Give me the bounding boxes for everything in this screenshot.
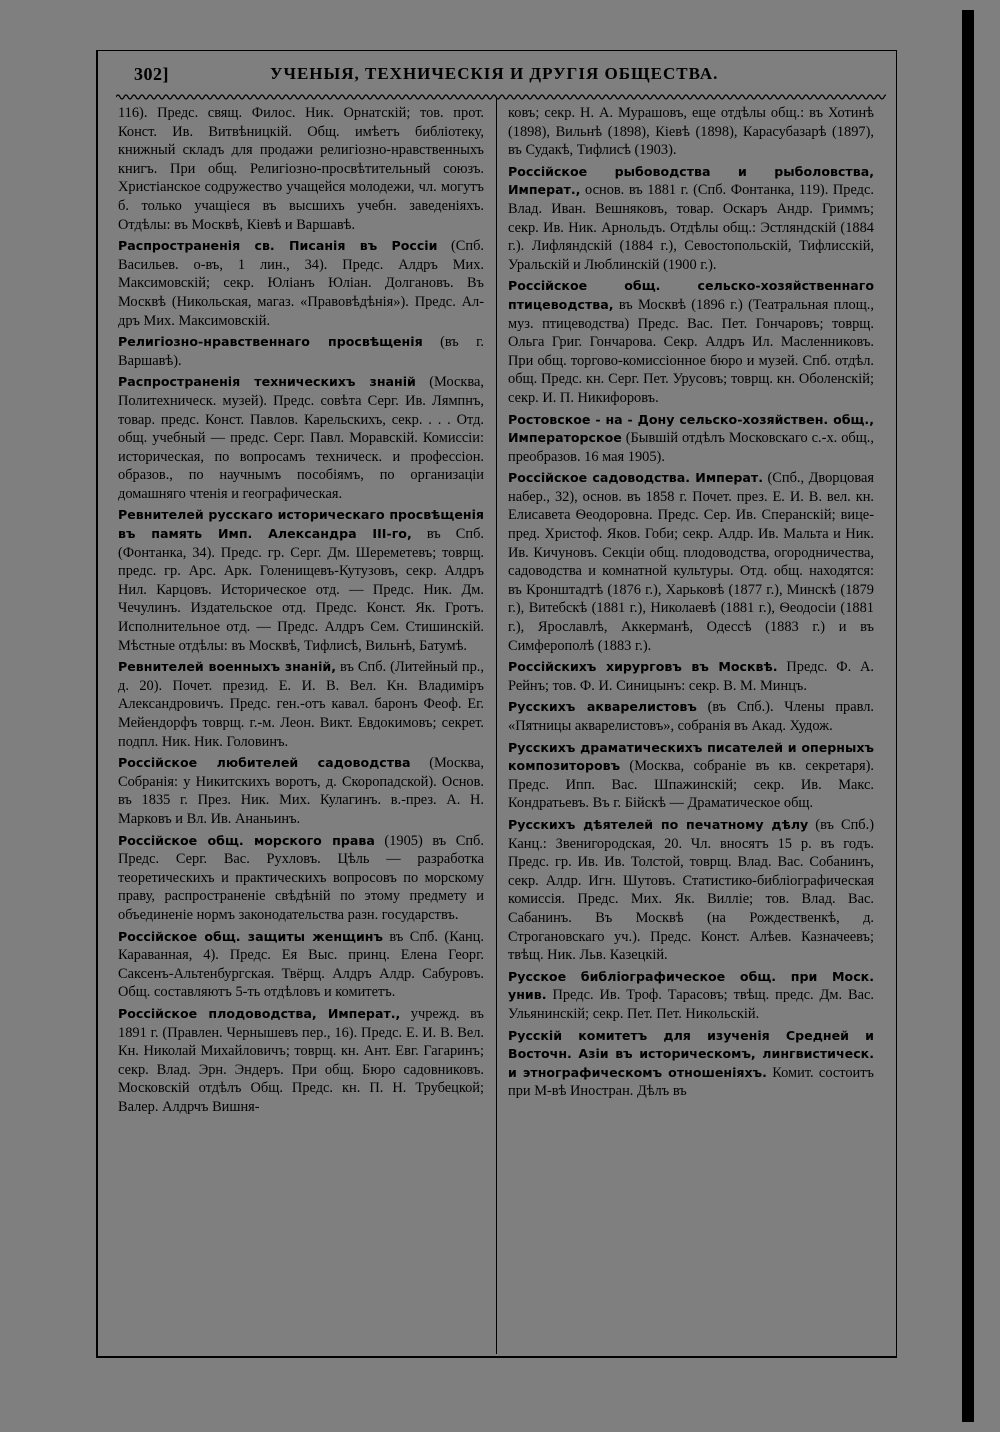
entry: Распространенія св. Писанія въ Россіи (Спб. Васильев. о-въ, 1 лин., 34). Предс. Алдръ Мих. Максимовскій; секр. Юліанъ Юліан. Долгановъ. Въ Москвѣ (Никольская, магаз. «Правовѣдѣнія»). Предс. Ал-дръ Мих. Максимовскій. (118, 238, 484, 329)
entry: Россійское плодоводства, Императ., учрежд. въ 1891 г. (Правлен. Чернышевъ пер., 16). Предс. Е. И. В. Вел. Кн. Николай Михайловичъ; товрщ. кн. Ант. Евг. Гагаринъ; секр. Влад. Эрн. Эндеръ. При общ. Бюро садовниковъ. Московскій отдѣлъ Общ. Предс. кн. П. Н. Трубецкой; Валер. Алдрчъ Вишня- (118, 1005, 484, 1115)
entry: Русскихъ драматическихъ писателей и оперныхъ композиторовъ (Москва, собраніе въ кв. секретаря). Предс. Ипп. Вас. Шпажинскій; секр. Ив. Макс. Кондратьевъ. Въ г. Бійскѣ — Драматическое общ. (508, 739, 874, 812)
entry: Распространенія техническихъ знаній (Москва, Политехническ. музей). Предс. совѣта Серг. Ив. Лямпнъ, товар. предс. Конст. Павлов. Карельскихъ, секр. . . . Отд. общ. учебный — предс. Серг. Павл. Моравскій. Комиссіи: историческая, по вопросамъ техническ. и профессіон. образов., по научнымъ пособіямъ, по организаціи домашняго чтенія и географическая. (118, 374, 484, 502)
entry: Ревнителей русскаго историческаго просвѣщенія въ память Имп. Александра III-го, въ Спб. (Фонтанка, 34). Предс. гр. Серг. Дм. Шереметевъ; товрщ. предс. гр. Арс. Арк. Голенищевъ-Кутузовъ, секр. Алдръ Нил. Карцовъ. Историческое отд. — Предс. Ник. Дм. Чечулинъ. Издательское отд. Предс. Конст. Як. Гротъ. Исполнительное отд. — Предс. Алдръ Сем. Стишинскій. Мѣстные отдѣлы: въ Москвѣ, Тифлисѣ, Вильнѣ, Батумѣ. (118, 507, 484, 654)
bottom-rule (96, 1356, 896, 1358)
entry: Россійское рыбоводства и рыболовства, Императ., основ. въ 1881 г. (Спб. Фонтанка, 119). Предс. Влад. Иван. Вешняковъ, товар. Оскаръ Андр. Гриммъ; секр. Ив. Ник. Арнольдъ. Отдѣлы общ.: Эстляндскій (1884 г.). Лифляндскій (1884 г.), Севостопольскій, Тифлисскій, Уральскій и Люблинскій (1900 г.). (508, 163, 874, 273)
left-column (118, 104, 484, 1344)
entry: Русскій комитетъ для изученія Средней и Восточн. Азіи въ историческомъ, лингвистическ. и этнографическомъ отношеніяхъ. Комит. состоитъ при М-вѣ Иностран. Дѣлъ въ (508, 1027, 874, 1100)
right-column (508, 104, 874, 1344)
scan-edge-bar (962, 10, 974, 1422)
page-number: 302] (134, 64, 169, 84)
entry: Россійское садоводства. Императ. (Спб., Дворцовая набер., 32), основ. въ 1858 г. Почет. през. Е. И. В. вел. кн. Елисавета Ѳеодоровна. Предс. Сер. Ив. Сперанскій; вице-пред. Христоф. Яков. Гоби; секр. Алдр. Ив. Мальта и Ник. Ив. Кичуновъ. Секціи общ. плодоводства, огородничества, садоводства и комнатной культуры. Отд. общ. находятся: въ Кронштадтѣ (1876 г.), Харьковѣ (1877 г.), Минскѣ (1879 г.), Витебскѣ (1881 г.), Николаевѣ (1881 г.), Ѳеодосіи (1881 г.), Ярославлѣ, Аккерманѣ, Одессѣ (1883 г.) и въ Симферополѣ (1883 г.). (508, 470, 874, 654)
entry: 116). Предс. свящ. Филос. Ник. Орнатскій; тов. прот. Конст. Ив. Витвѣницкій. Общ. имѣетъ библіотеку, книжный складъ для продажи религіозно-нравственныхъ книгъ. При общ. Религіозно-просвѣтительный союзъ. Христіанское содружество учащейся молодежи, чл. могутъ б. только учащіеся въ высшихъ учебн. заведеніяхъ. Отдѣлы: въ Москвѣ, Кіевѣ и Варшавѣ. (118, 105, 484, 233)
entry: ковъ; секр. Н. А. Мурашовъ, еще отдѣлы общ.: въ Хотинѣ (1898), Вильнѣ (1898), Кіевѣ (1898), Карасубазарѣ (1897), въ Судакѣ, Тифлисѣ (1903). (508, 105, 874, 159)
entry: Религіозно-нравственнаго просвѣщенія (въ г. Варшавѣ). (118, 334, 484, 369)
entry: Россійскихъ хирурговъ въ Москвѣ. Предс. Ф. А. Рейнъ; тов. Ф. И. Синицынъ: секр. В. М. Минцъ. (508, 659, 874, 694)
entry: Русскихъ дѣятелей по печатному дѣлу (въ Спб.) Канц.: Звенигородская, 20. Чл. вносятъ 15 р. въ годъ. Предс. гр. Ив. Ив. Толстой, товрщ. Влад. Вас. Собанинъ, секр. Алдр. Игн. Шутовъ. Статистико-библіографическая комиссія. Предс. Мих. Як. Виллie; тов. Влад. Вас. Сабанинъ. Въ Москвѣ (на Рождественкѣ, д. Строгановскаго уч.). Предс. Конст. Алѣев. Казначеевъ; твѣщ. Ник. Льв. Казецкій. (508, 816, 874, 964)
page-header (130, 64, 870, 90)
wavy-rule (116, 92, 886, 102)
column-divider (496, 98, 497, 1354)
entry: Россійское общ. морского права (1905) въ Спб. Предс. Серг. Вас. Рухловъ. Цѣль — разработка теоретическихъ и практическихъ вопросовъ по морскому праву, распространеніе свѣдѣній по этому предмету и объединеніе нормъ законодательства разн. государствъ. (118, 832, 484, 923)
entry: Русскихъ акварелистовъ (въ Спб.). Члены правл. «Пятницы акварелистовъ», собранія въ Акад. Худож. (508, 699, 874, 734)
running-title: УЧЕНЫЯ, ТЕХНИЧЕСКІЯ И ДРУГІЯ ОБЩЕСТВА. (270, 64, 719, 83)
entry: Россійское общ. сельско-хозяйственнаго птицеводства, въ Москвѣ (1896 г.) (Театральная площ., муз. птицеводства) Предс. Вас. Пет. Гончаровъ; товрщ. Ольга Григ. Гончарова. Секр. Алдръ Ил. Масленниковъ. При общ. торгово-комиссіонное бюро и музей. Спб. отдѣл. общ. Предс. кн. Серг. Пет. Урусовъ; товрщ. кн. Оболенскій; секр. И. П. Никифоровъ. (508, 278, 874, 406)
entry: Русское библіографическое общ. при Моск. унив. Предс. Ив. Троф. Тарасовъ; твѣщ. предс. Дм. Вас. Ульянинскій; секр. Пет. Пет. Никольскій. (508, 968, 874, 1022)
entry: Россійское любителей садоводства (Москва, Собранія: у Никитскихъ воротъ, д. Скоропадской). Основ. въ 1835 г. През. Ник. Мих. Кулагинъ. в.-през. А. Н. Марковъ и Вл. Ив. Ананьинъ. (118, 755, 484, 827)
top-rule (96, 50, 896, 51)
entry: Ревнителей военныхъ знаній, въ Спб. (Литейный пр., д. 20). Почет. презид. Е. И. В. Вел. Кн. Владиміръ Александровичъ. Предс. ген.-отъ кавал. баронъ Феоф. Ег. Мейендорфъ товрщ. г.-м. Леон. Викт. Евдокимовъ; секрет. подпл. Ник. Ник. Головинъ. (118, 659, 484, 750)
entry: Россійское общ. защиты женщинъ въ Спб. (Канц. Караванная, 4). Предс. Ея Выс. принц. Елена Георг. Саксенъ-Альтенбургская. Твёрщ. Алдръ Алдр. Сабуровъ. Общ. составляютъ 5-ть отдѣловъ и комитетъ. (118, 928, 484, 1001)
entry: Ростовское - на - Дону сельско-хозяйствен. общ., Императорское (Бывшій отдѣлъ Московскаго с.-х. общ., преобразов. 16 мая 1905). (508, 411, 874, 465)
